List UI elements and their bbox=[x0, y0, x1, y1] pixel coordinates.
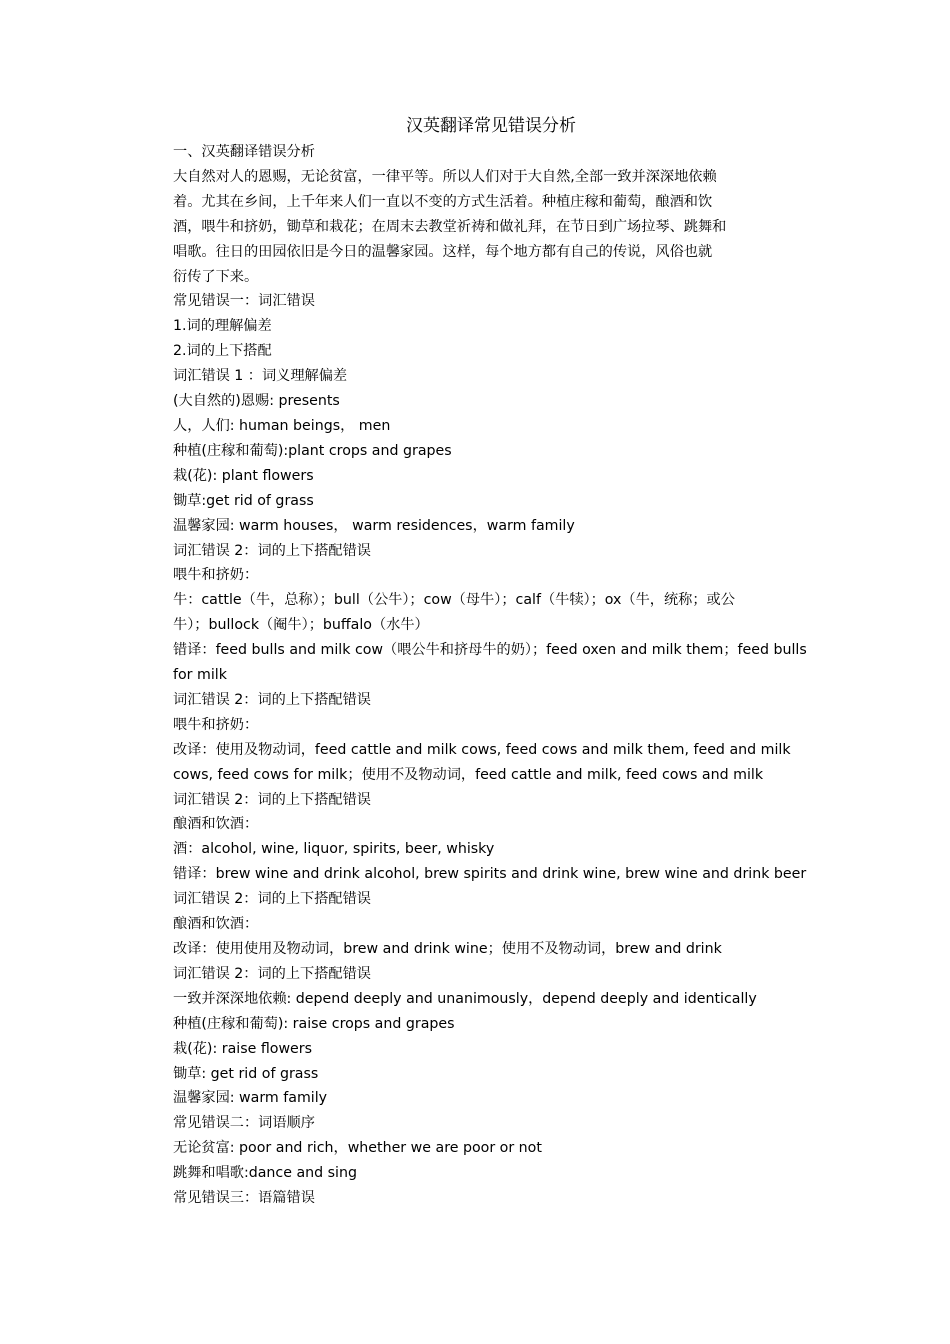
document-line: 衍传了下来。 bbox=[173, 268, 259, 285]
document-line: 改译：使用使用及物动词，brew and drink wine；使用不及物动词，brew and drink bbox=[173, 941, 722, 957]
document-line: 酿酒和饮酒： bbox=[173, 816, 259, 833]
document-body bbox=[173, 140, 809, 1211]
document-page bbox=[173, 112, 809, 1211]
document-line: 栽(花): plant flowers bbox=[173, 467, 314, 484]
document-line: 大自然对人的恩赐，无论贫富，一律平等。所以人们对于大自然,全部一致并深深地依赖 bbox=[173, 168, 717, 185]
document-line: 词汇错误 2：词的上下搭配错误 bbox=[173, 542, 371, 559]
document-line: 词汇错误 2：词的上下搭配错误 bbox=[173, 965, 371, 982]
document-line: 改译：使用及物动词，feed cattle and milk cows, feed cows and milk them, feed and milk bbox=[173, 741, 791, 758]
document-line: (大自然的)恩赐: presents bbox=[173, 393, 340, 410]
document-line: 常见错误二：词语顺序 bbox=[173, 1115, 315, 1132]
document-line: 锄草: get rid of grass bbox=[173, 1065, 319, 1082]
document-line: 跳舞和唱歌:dance and sing bbox=[173, 1165, 357, 1182]
document-line: 一致并深深地依赖: depend deeply and unanimously，depend deeply and identically bbox=[173, 990, 757, 1007]
document-line: 唱歌。往日的田园依旧是今日的温馨家园。这样，每个地方都有自己的传说，风俗也就 bbox=[173, 243, 713, 260]
document-line: 牛）；bullock（阉牛）；buffalo（水牛） bbox=[173, 617, 429, 634]
document-line: 词汇错误 2：词的上下搭配错误 bbox=[173, 891, 371, 908]
document-line: 词汇错误 1 ：词义理解偏差 bbox=[173, 368, 348, 385]
document-line: 常见错误一：词汇错误 bbox=[173, 293, 315, 310]
document-line: 酿酒和饮酒： bbox=[173, 916, 259, 933]
document-line: 温馨家园: warm houses， warm residences，warm family bbox=[173, 517, 575, 534]
document-line: 喂牛和挤奶： bbox=[173, 716, 259, 733]
document-line: 栽(花): raise flowers bbox=[173, 1040, 313, 1057]
document-line: 酒：alcohol, wine, liquor, spirits, beer, whisky bbox=[173, 841, 495, 858]
document-line: 词汇错误 2：词的上下搭配错误 bbox=[173, 791, 371, 808]
document-line: 错译：brew wine and drink alcohol, brew spirits and drink wine, brew wine and drink beer bbox=[173, 866, 807, 883]
document-line: 常见错误三：语篇错误 bbox=[173, 1190, 315, 1207]
document-line: 着。尤其在乡间，上千年来人们一直以不变的方式生活着。种植庄稼和葡萄，酿酒和饮 bbox=[173, 193, 713, 210]
document-line: 错译：feed bulls and milk cow（喂公牛和挤母牛的奶）；feed oxen and milk them；feed bulls bbox=[173, 642, 807, 659]
document-title: 汉英翻译常见错误分析 bbox=[406, 116, 576, 136]
document-line: 种植(庄稼和葡萄): raise crops and grapes bbox=[173, 1015, 455, 1032]
document-line: 牛：cattle（牛，总称）；bull（公牛）；cow（母牛）；calf（牛犊）；ox（牛，统称；或公 bbox=[173, 592, 735, 609]
document-line: cows, feed cows for milk；使用不及物动词，feed cattle and milk, feed cows and milk bbox=[173, 766, 764, 783]
document-line: 无论贫富: poor and rich，whether we are poor or not bbox=[173, 1140, 542, 1157]
document-line: 温馨家园: warm family bbox=[173, 1090, 328, 1107]
document-line: 种植(庄稼和葡萄):plant crops and grapes bbox=[173, 442, 452, 459]
document-line: 2.词的上下搭配 bbox=[173, 343, 272, 360]
document-line: 酒，喂牛和挤奶，锄草和栽花；在周末去教堂祈祷和做礼拜，在节日到广场拉琴、跳舞和 bbox=[173, 218, 727, 235]
document-line: 一、汉英翻译错误分析 bbox=[173, 144, 315, 160]
document-line: 词汇错误 2：词的上下搭配错误 bbox=[173, 691, 371, 708]
document-line: 1.词的理解偏差 bbox=[173, 318, 272, 335]
document-line: for milk bbox=[173, 667, 227, 684]
document-line: 喂牛和挤奶： bbox=[173, 567, 259, 584]
document-line: 人，人们: human beings， men bbox=[173, 417, 391, 434]
document-line: 锄草:get rid of grass bbox=[173, 492, 314, 509]
